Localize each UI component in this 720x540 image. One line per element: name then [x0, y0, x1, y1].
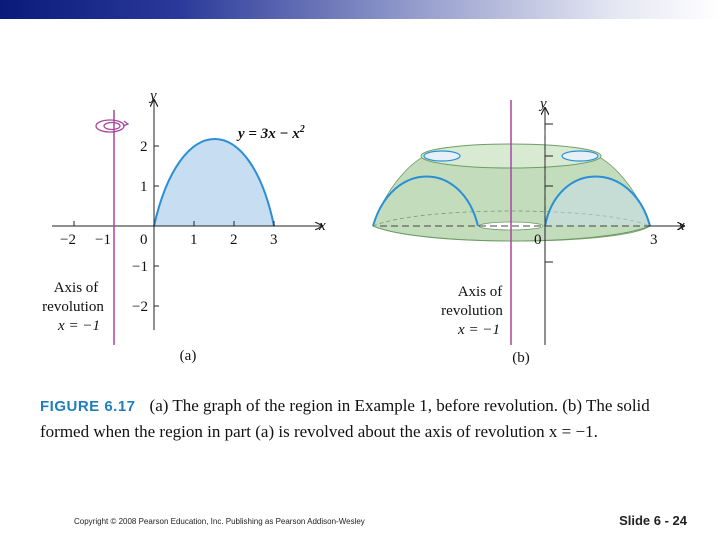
caption-line-2: formed when the region in part (a) is revolved about the axis of revolution x = −1.	[40, 422, 598, 441]
axis-label-a-line1: Axis of	[53, 280, 99, 296]
figure-label: FIGURE 6.17	[40, 398, 136, 415]
x-tick-1: 1	[190, 232, 198, 248]
rotation-arrow-icon	[96, 120, 128, 132]
panel-a	[42, 88, 326, 364]
axis-label-b-line3: x = −1	[458, 322, 500, 338]
y-tick-neg2: −2	[132, 299, 148, 315]
y-axis-label-b: y	[540, 96, 547, 112]
copyright-notice: Copyright © 2008 Pearson Education, Inc. Publishing as Pearson Addison-Wesley	[74, 517, 365, 526]
panel-b-tag: (b)	[512, 350, 530, 366]
axis-label-b-line2: revolution	[441, 303, 503, 319]
x-axis-label-b: x	[678, 218, 685, 234]
axis-label-a-line3: x = −1	[58, 318, 100, 334]
caption-line-1: (a) The graph of the region in Example 1, before revolution. (b) The solid	[149, 396, 650, 415]
y-tick-2: 2	[140, 139, 148, 155]
axis-label-a-line2: revolution	[42, 299, 104, 315]
panel-a-tag: (a)	[179, 348, 197, 364]
tick-0-b: 0	[534, 232, 542, 248]
slide-number: Slide 6 - 24	[619, 513, 687, 528]
x-tick-2: 2	[230, 232, 238, 248]
panel-b	[373, 96, 685, 366]
figure-6-17	[0, 80, 720, 380]
y-axis-label-a: y	[150, 88, 157, 104]
axis-label-b-line1: Axis of	[457, 284, 503, 300]
x-tick-neg2: −2	[60, 232, 76, 248]
y-tick-neg1: −1	[132, 259, 148, 275]
tick-3-b: 3	[650, 232, 658, 248]
x-axis-label-a: x	[319, 218, 326, 234]
x-tick-neg1: −1	[95, 232, 111, 248]
x-tick-0: 0	[140, 232, 148, 248]
title-gradient-bar	[0, 0, 720, 19]
x-tick-3: 3	[270, 232, 278, 248]
curve-label: $y = 3x - x^2$	[238, 124, 305, 142]
region-under-curve	[154, 139, 274, 226]
figure-caption	[40, 393, 700, 444]
y-tick-1: 1	[140, 179, 148, 195]
